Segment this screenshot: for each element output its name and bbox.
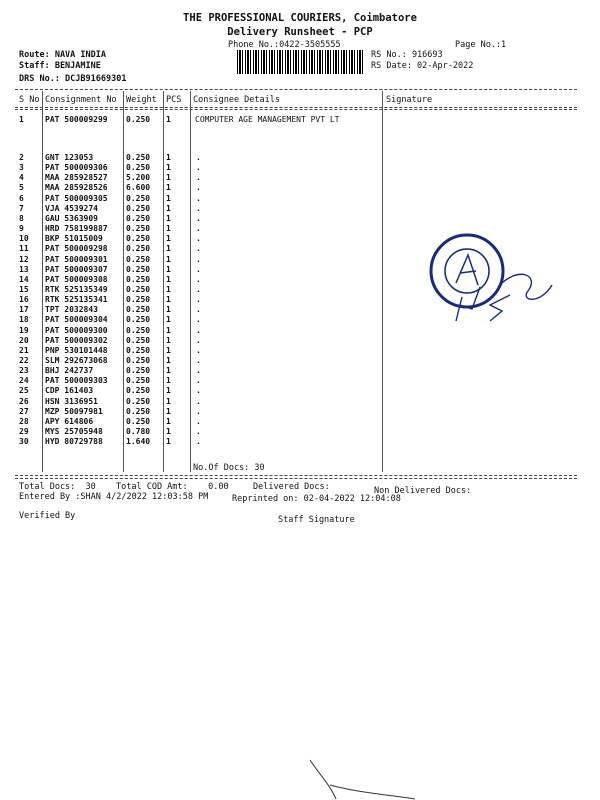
row-consignment: PAT 500009306 — [45, 163, 108, 173]
row-consignee: . — [196, 254, 201, 264]
row-consignee: . — [196, 335, 201, 345]
table-row — [0, 183, 600, 193]
row-consignee: . — [196, 437, 201, 447]
col-sno: S No — [19, 95, 40, 105]
row-weight: 0.250 — [126, 345, 151, 355]
row-weight: 0.250 — [126, 416, 151, 426]
row-weight: 0.250 — [126, 163, 151, 173]
row-sno: 13 — [19, 264, 29, 274]
barcode — [237, 50, 365, 74]
row-consignee: . — [196, 284, 201, 294]
row-sno: 14 — [19, 274, 29, 284]
row-sno: 9 — [19, 224, 24, 234]
total-cod: Total COD Amt: 0.00 — [116, 482, 229, 492]
table-row — [0, 204, 600, 214]
drs-number: DRS No.: DCJB91669301 — [19, 74, 127, 84]
row-consignment: GNT 123053 — [45, 153, 94, 162]
table-row — [0, 437, 600, 447]
row-pcs: 1 — [166, 193, 171, 203]
row-consignment: PAT 500009301 — [45, 254, 108, 264]
row-weight: 0.250 — [126, 224, 151, 234]
row-sno: 29 — [19, 427, 29, 437]
row-consignment: BHJ 242737 — [45, 366, 94, 376]
row-weight: 0.250 — [126, 213, 151, 223]
phone-number: Phone No.:0422-3505555 — [228, 40, 341, 50]
total-docs: Total Docs: 30 — [19, 482, 96, 492]
row-pcs: 1 — [166, 315, 171, 325]
row-consignee: . — [196, 274, 201, 284]
divider — [15, 107, 577, 108]
divider — [15, 109, 577, 110]
row-consignee: . — [196, 224, 201, 234]
pen-mark — [300, 755, 420, 800]
row-consignee: . — [196, 173, 201, 183]
row-sno: 26 — [19, 396, 29, 406]
row-sno: 10 — [19, 234, 29, 244]
row-sno: 15 — [19, 284, 29, 294]
row-pcs: 1 — [166, 396, 171, 406]
sheet-title: Delivery Runsheet - PCP — [227, 26, 373, 38]
row-consignment: PAT 500009300 — [45, 325, 108, 335]
row-consignee: . — [196, 386, 201, 396]
row-pcs: 1 — [166, 274, 171, 284]
row-sno: 2 — [19, 153, 24, 162]
row-weight: 0.250 — [126, 234, 151, 244]
row-consignee: . — [196, 183, 201, 193]
row-pcs: 1 — [166, 356, 171, 365]
row-consignee: . — [196, 193, 201, 203]
table-row — [0, 376, 600, 386]
row-sno: 1 — [19, 115, 24, 124]
row-weight: 0.250 — [126, 315, 151, 325]
row-consignment: PAT 500009302 — [45, 335, 108, 345]
row-consignee: . — [196, 163, 201, 173]
row-sno: 24 — [19, 376, 29, 386]
table-row — [0, 194, 600, 204]
row-weight: 0.250 — [126, 284, 151, 294]
row-weight: 0.250 — [126, 406, 151, 416]
row-sno: 4 — [19, 173, 24, 183]
row-consignment: VJA 4539274 — [45, 203, 98, 213]
row-consignee: . — [196, 295, 201, 305]
row-pcs: 1 — [166, 163, 171, 173]
page-number: Page No.:1 — [455, 40, 507, 50]
row-sno: 20 — [19, 335, 29, 345]
row-pcs: 1 — [166, 386, 171, 396]
row-consignee: . — [196, 406, 201, 416]
col-weight: Weight — [126, 95, 157, 105]
row-consignment: PAT 500009298 — [45, 244, 108, 254]
col-signature: Signature — [386, 95, 433, 105]
row-pcs: 1 — [166, 153, 171, 162]
row-pcs: 1 — [166, 234, 171, 244]
row-consignment: RTK 525135341 — [45, 295, 108, 305]
row-sno: 3 — [19, 163, 24, 173]
col-consignee: Consignee Details — [193, 95, 280, 105]
row-sno: 30 — [19, 437, 29, 447]
row-pcs: 1 — [166, 305, 171, 315]
row-consignment: RTK 525135349 — [45, 284, 108, 294]
no-of-docs: No.Of Docs: 30 — [193, 463, 265, 473]
row-sno: 18 — [19, 315, 29, 325]
row-pcs: 1 — [166, 203, 171, 213]
row-consignment: HSN 3136951 — [45, 396, 98, 406]
row-consignment: MAA 285928526 — [45, 183, 108, 193]
row-pcs: 1 — [166, 224, 171, 234]
divider — [15, 89, 577, 90]
table-row — [0, 214, 600, 224]
row-consignment: MYS 25705948 — [45, 427, 103, 437]
row-weight: 0.250 — [126, 115, 151, 124]
table-row — [0, 397, 600, 407]
row-pcs: 1 — [166, 376, 171, 386]
row-pcs: 1 — [166, 406, 171, 416]
row-pcs: 1 — [166, 264, 171, 274]
table-row — [0, 386, 600, 396]
table-row — [0, 163, 600, 173]
row-consignment: PAT 500009299 — [45, 115, 108, 124]
row-weight: 5.200 — [126, 173, 151, 183]
row-consignee: . — [196, 345, 201, 355]
company-stamp — [420, 225, 560, 345]
row-consignment: BKP 51015009 — [45, 234, 103, 244]
row-pcs: 1 — [166, 254, 171, 264]
row-weight: 0.250 — [126, 335, 151, 345]
non-delivered-docs: Non Delivered Docs: — [374, 486, 472, 496]
row-weight: 0.250 — [126, 356, 151, 365]
row-pcs: 1 — [166, 416, 171, 426]
row-consignee: . — [196, 203, 201, 213]
row-consignment: PAT 500009308 — [45, 274, 108, 284]
row-weight: 0.250 — [126, 274, 151, 284]
row-weight: 0.250 — [126, 295, 151, 305]
row-pcs: 1 — [166, 437, 171, 447]
row-consignee: . — [196, 416, 201, 426]
row-sno: 22 — [19, 356, 29, 365]
divider — [15, 475, 577, 476]
table-row — [0, 346, 600, 356]
row-sno: 16 — [19, 295, 29, 305]
company-title: THE PROFESSIONAL COURIERS, Coimbatore — [183, 12, 417, 24]
row-weight: 0.250 — [126, 325, 151, 335]
table-row — [0, 417, 600, 427]
row-weight: 0.250 — [126, 396, 151, 406]
row-consignment: APY 614806 — [45, 416, 94, 426]
table-row — [0, 427, 600, 437]
table-row — [0, 366, 600, 376]
row-sno: 6 — [19, 193, 24, 203]
row-consignment: TPT 2032843 — [45, 305, 98, 315]
row-pcs: 1 — [166, 213, 171, 223]
row-sno: 12 — [19, 254, 29, 264]
row-weight: 0.250 — [126, 203, 151, 213]
row-consignment: MAA 285928527 — [45, 173, 108, 183]
row-consignment: CDP 161403 — [45, 386, 94, 396]
row-consignee: . — [196, 315, 201, 325]
row-sno: 5 — [19, 183, 24, 193]
row-sno: 23 — [19, 366, 29, 376]
row-sno: 28 — [19, 416, 29, 426]
table-row — [0, 115, 600, 125]
row-pcs: 1 — [166, 325, 171, 335]
row-weight: 0.250 — [126, 153, 151, 162]
table-row — [0, 173, 600, 183]
staff-signature: Staff Signature — [278, 515, 355, 525]
row-pcs: 1 — [166, 366, 171, 376]
route-label: Route: NAVA INDIA — [19, 50, 106, 60]
row-pcs: 1 — [166, 427, 171, 437]
row-sno: 21 — [19, 345, 29, 355]
row-consignment: PAT 500009307 — [45, 264, 108, 274]
row-sno: 25 — [19, 386, 29, 396]
col-pcs: PCS — [166, 95, 182, 105]
row-weight: 0.250 — [126, 305, 151, 315]
row-sno: 11 — [19, 244, 29, 254]
row-consignment: HYD 80729788 — [45, 437, 103, 447]
row-weight: 0.250 — [126, 254, 151, 264]
row-consignment: PAT 500009304 — [45, 315, 108, 325]
rs-date: RS Date: 02-Apr-2022 — [371, 61, 474, 71]
row-weight: 0.250 — [126, 386, 151, 396]
row-consignee: . — [196, 356, 201, 365]
row-consignee: . — [196, 376, 201, 386]
row-consignment: HRD 758199887 — [45, 224, 108, 234]
table-row — [0, 407, 600, 417]
row-consignee: . — [196, 264, 201, 274]
rs-number: RS No.: 916693 — [371, 50, 443, 60]
row-consignment: PAT 500009305 — [45, 193, 108, 203]
row-consignee: . — [196, 325, 201, 335]
row-consignee: . — [196, 213, 201, 223]
row-consignee: . — [196, 244, 201, 254]
row-weight: 0.250 — [126, 193, 151, 203]
row-consignee: . — [196, 153, 201, 162]
row-weight: 1.640 — [126, 437, 151, 447]
row-consignee: COMPUTER AGE MANAGEMENT PVT LT — [195, 115, 340, 124]
row-consignee: . — [196, 396, 201, 406]
row-consignee: . — [196, 305, 201, 315]
entered-by: Entered By :SHAN 4/2/2022 12:03:58 PM — [19, 492, 209, 502]
verified-by: Verified By — [19, 511, 76, 521]
row-weight: 0.780 — [126, 427, 151, 437]
table-row — [0, 356, 600, 366]
row-sno: 17 — [19, 305, 29, 315]
delivered-docs: Delivered Docs: — [253, 482, 330, 492]
row-consignment: PNP 530101448 — [45, 345, 108, 355]
col-consignment: Consignment No — [45, 95, 117, 105]
row-consignee: . — [196, 366, 201, 376]
row-pcs: 1 — [166, 295, 171, 305]
row-consignment: MZP 50097981 — [45, 406, 103, 416]
row-sno: 8 — [19, 213, 24, 223]
row-pcs: 1 — [166, 284, 171, 294]
staff-label: Staff: BENJAMINE — [19, 61, 101, 71]
row-weight: 0.250 — [126, 244, 151, 254]
row-consignment: PAT 500009303 — [45, 376, 108, 386]
row-consignee: . — [196, 234, 201, 244]
divider — [15, 478, 577, 479]
row-consignment: GAU 5363909 — [45, 213, 98, 223]
row-weight: 0.250 — [126, 264, 151, 274]
row-pcs: 1 — [166, 183, 171, 193]
row-consignment: SLM 292673068 — [45, 356, 108, 365]
row-consignee: . — [196, 427, 201, 437]
row-sno: 19 — [19, 325, 29, 335]
row-pcs: 1 — [166, 335, 171, 345]
row-pcs: 1 — [166, 115, 171, 124]
row-sno: 27 — [19, 406, 29, 416]
row-pcs: 1 — [166, 345, 171, 355]
row-weight: 6.600 — [126, 183, 151, 193]
row-pcs: 1 — [166, 173, 171, 183]
row-weight: 0.250 — [126, 376, 151, 386]
row-sno: 7 — [19, 203, 24, 213]
row-weight: 0.250 — [126, 366, 151, 376]
reprinted-on: Reprinted on: 02-04-2022 12:04:08 — [232, 494, 401, 504]
row-pcs: 1 — [166, 244, 171, 254]
table-row — [0, 153, 600, 163]
